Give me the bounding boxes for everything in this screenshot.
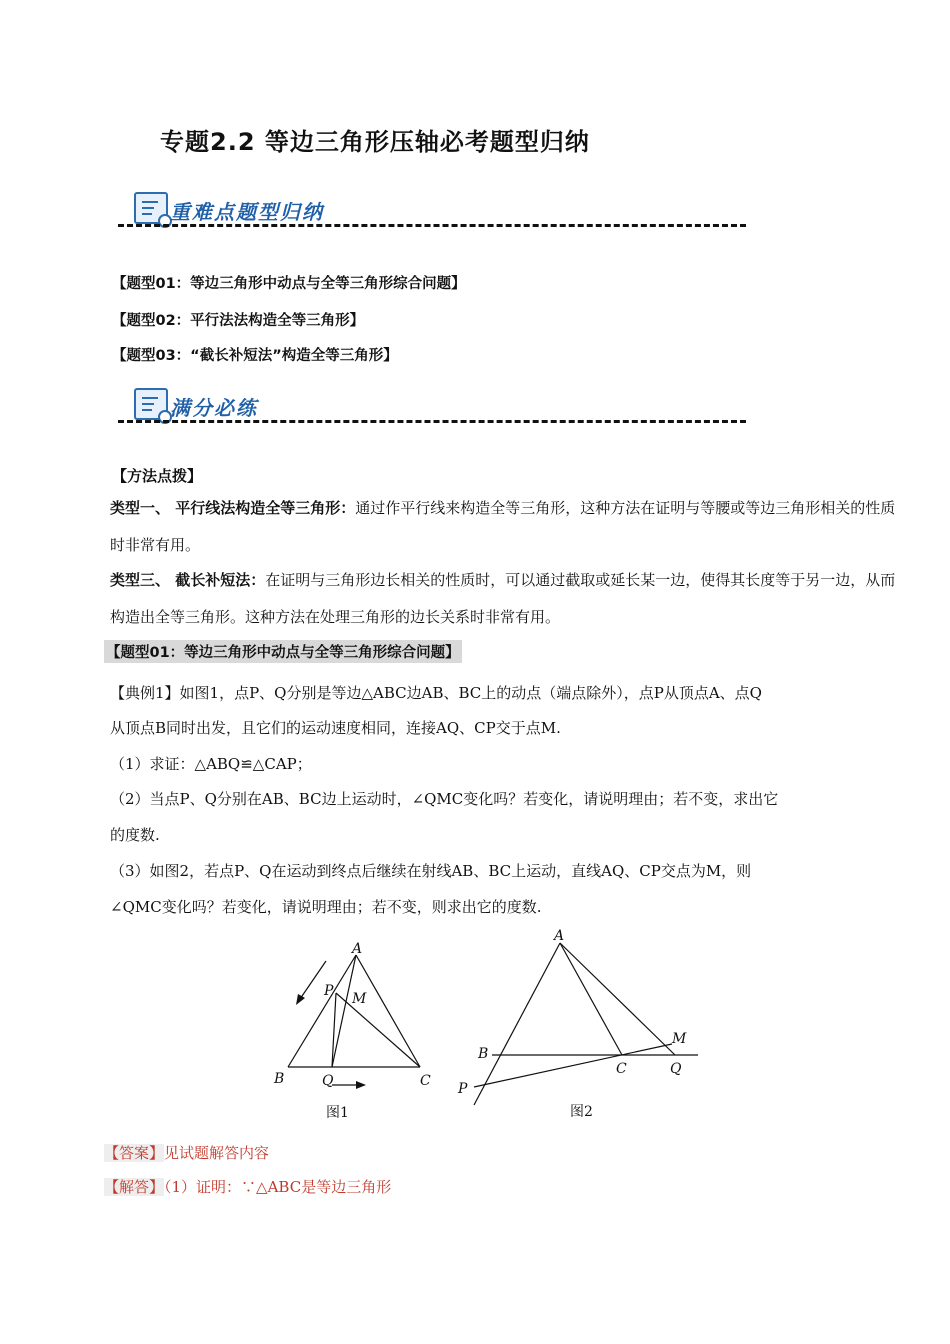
document-search-icon: [134, 192, 168, 224]
fig1-arrow-down: [300, 961, 326, 999]
toc-item-03[interactable]: 【题型03：“截长补短法”构造全等三角形】: [112, 348, 398, 364]
problem-type-heading: 【题型01：等边三角形中动点与全等三角形综合问题】: [104, 640, 462, 663]
fig2-caption: 图2: [570, 1104, 593, 1120]
problem-line-1: 【典例1】如图1，点P、Q分别是等边△ABC边AB、BC上的动点（端点除外），点P从顶点A、点Q: [110, 684, 762, 702]
fig2-label-M: M: [672, 1031, 687, 1047]
problem-line-4: （2）当点P、Q分别在AB、BC边上运动时，∠QMC变化吗？若变化，请说明理由；若不变，求出它: [110, 790, 779, 808]
problem-line-5: 的度数.: [110, 826, 160, 844]
fig1-label-P: P: [324, 983, 334, 999]
fig1-side-AB: [288, 955, 356, 1067]
fig2-label-C: C: [616, 1061, 627, 1077]
method-heading: 【方法点拨】: [112, 467, 203, 485]
fig2-side-AC: [560, 943, 622, 1055]
problem-line-6: （3）如图2，若点P、Q在运动到终点后继续在射线AB、BC上运动，直线AQ、CP交点为M，则: [110, 862, 752, 880]
method-type3-text: 在证明与三角形边长相关的性质时，可以通过截取或延长某一边，使得其长度等于另一边，从而构造出全等三角形。这种方法在处理三角形的边长关系时非常有用。: [110, 571, 896, 626]
fig1-caption: 图1: [326, 1105, 349, 1121]
section-label: 满分必练: [170, 396, 258, 420]
dashed-divider: [118, 420, 746, 423]
fig2-ray-AB: [474, 943, 560, 1105]
toc-item-02[interactable]: 【题型02：平行法法构造全等三角形】: [112, 313, 365, 329]
solution-line: [104, 1176, 391, 1197]
toc-item-01[interactable]: 【题型01：等边三角形中动点与全等三角形综合问题】: [112, 276, 466, 292]
method-type3-label: 类型三、 截长补短法：: [110, 571, 266, 589]
problem-line-7: ∠QMC变化吗？若变化，请说明理由；若不变，则求出它的度数.: [110, 898, 542, 916]
fig2-label-B: B: [478, 1046, 489, 1062]
fig1-label-A: A: [352, 941, 363, 957]
answer-tag: 【答案】: [104, 1144, 165, 1162]
method-type1-label: 类型一、 平行线法构造全等三角形：: [110, 499, 356, 517]
solution-tag: 【解答】: [104, 1178, 165, 1196]
solution-text: （1）证明：∵△ABC是等边三角形: [164, 1178, 392, 1196]
method-type1-text: 通过作平行线来构造全等三角形，这种方法在证明与等腰或等边三角形相关的性质时非常有用。: [110, 499, 896, 554]
fig2-label-A: A: [554, 928, 565, 944]
dashed-divider: [118, 224, 746, 227]
page-title: 专题2.2 等边三角形压轴必考题型归纳: [160, 128, 590, 156]
fig1-side-CA: [356, 955, 420, 1067]
figure-2: [450, 925, 710, 1125]
problem-line-2: 从顶点B同时出发，且它们的运动速度相同，连接AQ、CP交于点M.: [110, 719, 561, 737]
fig2-label-Q: Q: [670, 1061, 682, 1077]
fig1-arrow-down-head: [296, 994, 305, 1005]
method-type1: [110, 490, 910, 564]
fig2-line-AQ: [560, 943, 675, 1055]
fig1-label-M: M: [352, 991, 367, 1007]
fig1-label-Q: Q: [322, 1073, 334, 1089]
section-label: 重难点题型归纳: [170, 200, 324, 224]
problem-line-3: （1）求证：△ABQ≌△CAP；: [110, 755, 312, 773]
document-search-icon: [134, 388, 168, 420]
answer-text: 见试题解答内容: [164, 1144, 270, 1162]
fig2-label-P: P: [458, 1081, 468, 1097]
fig1-label-B: B: [274, 1071, 285, 1087]
answer-line: [104, 1142, 269, 1163]
fig2-line-CP: [474, 1044, 672, 1087]
fig1-arrow-right-head: [356, 1081, 366, 1089]
section-header-key-types: [118, 190, 750, 240]
fig1-label-C: C: [420, 1073, 431, 1089]
method-type3: [110, 562, 910, 636]
section-header-practice: [118, 386, 750, 436]
fig1-seg-CP: [336, 993, 420, 1067]
figure-1: [260, 935, 450, 1125]
